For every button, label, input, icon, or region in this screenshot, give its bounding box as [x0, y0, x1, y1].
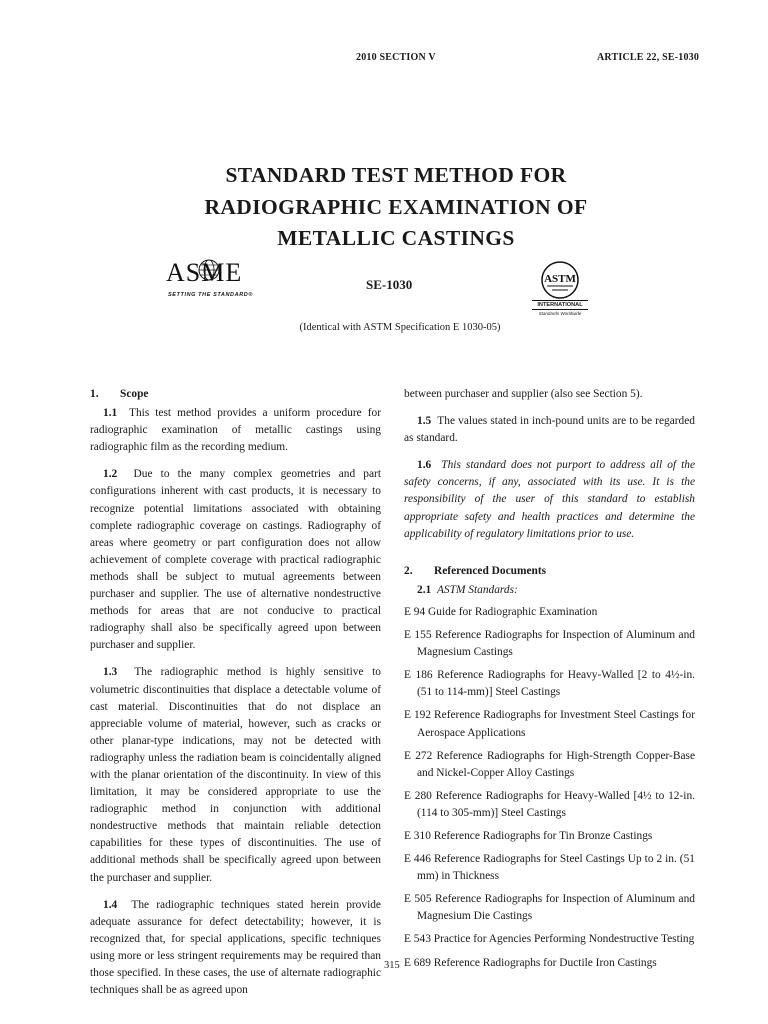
subsection-title: ASTM Standards:	[436, 583, 518, 596]
section-title: Scope	[120, 388, 149, 400]
document-title-line-3: METALLIC CASTINGS	[277, 226, 515, 250]
paragraph-1-3	[90, 664, 381, 886]
reference-item: E 280 Reference Radiographs for Heavy-Walled [4½ to 12-in. (114 to 305-mm)] Steel Castings	[404, 789, 695, 819]
paragraph-text: The values stated in inch-pound units are to be regarded as standard.	[404, 415, 695, 445]
document-id: SE-1030	[366, 277, 413, 292]
paragraph-number: 1.5	[417, 415, 432, 428]
reference-item: E 689 Reference Radiographs for Ductile Iron Castings	[404, 956, 657, 969]
paragraph-number: 1.1	[103, 407, 118, 420]
reference-item: E 505 Reference Radiographs for Inspection of Aluminum and Magnesium Die Castings	[404, 893, 695, 923]
asme-logo	[166, 258, 286, 304]
astm-logo	[532, 260, 588, 322]
reference-item: E 272 Reference Radiographs for High-Strength Copper-Base and Nickel-Copper Alloy Castings	[404, 749, 695, 779]
reference-item: E 310 Reference Radiographs for Tin Bronze Castings	[404, 829, 653, 842]
reference-item: E 155 Reference Radiographs for Inspection of Aluminum and Magnesium Castings	[404, 629, 695, 659]
reference-item: E 543 Practice for Agencies Performing Nondestructive Testing	[404, 933, 695, 946]
paragraph-text: Due to the many complex geometries and part configurations inherent with cast products, it is necessary to recognize potential limitations associated with obtaining complete radiographic coverage on castings. Radiography of areas where geometry or part configuration does not allow achievement of complete coverage with practical radiographic methods shall be subject to mutual agreements between purchaser and supplier. The use of alternative nondestructive methods for areas that are not conducive to practical radiography shall also be specifically agreed upon between purchaser and supplier.	[90, 468, 381, 652]
reference-item: E 446 Reference Radiographs for Steel Castings Up to 2 in. (51 mm) in Thickness	[404, 853, 695, 883]
section-number: 1.	[90, 388, 99, 400]
section-title: Referenced Documents	[434, 564, 547, 577]
paragraph-text: This standard does not purport to address all of the safety concerns, if any, associated with its use. It is the responsibility of the user of this standard to establish appropriate safety and health practices and determine the applicability of regulatory limitations prior to use.	[404, 459, 696, 540]
paragraph-1-4	[90, 897, 381, 1000]
reference-item: E 192 Reference Radiographs for Investment Steel Castings for Aerospace Applications	[404, 709, 695, 739]
paragraph-number: 1.4	[103, 898, 118, 911]
identical-with-note: (Identical with ASTM Specification E 1030-05)	[299, 322, 501, 333]
running-header-right: ARTICLE 22, SE-1030	[597, 52, 700, 63]
paragraph-number: 1.3	[103, 666, 118, 679]
paragraph-text: The radiographic techniques stated herein provide adequate assurance for defect detectability; however, it is recognized that, for special applications, specific techniques using more or less stringent requirements may be required than those specified. In these cases, the use of alternate radiographic techniques shall be as agreed upon	[90, 898, 381, 997]
paragraph-1-5	[404, 413, 695, 447]
paragraph-1-1	[90, 405, 381, 456]
section-number: 2.	[404, 564, 413, 577]
astm-emblem-icon	[532, 260, 588, 300]
reference-item: E 186 Reference Radiographs for Heavy-Walled [2 to 4½-in. (51 to 114-mm)] Steel Castings	[404, 669, 695, 699]
paragraph-number: 1.2	[103, 468, 118, 481]
paragraph-1-6	[404, 457, 695, 542]
document-title-line-2: RADIOGRAPHIC EXAMINATION OF	[204, 195, 588, 219]
paragraph-1-4-continued: between purchaser and supplier (also see Section 5).	[404, 388, 643, 400]
running-header-left: 2010 SECTION V	[356, 52, 436, 63]
paragraph-1-2	[90, 466, 381, 654]
paragraph-number: 2.1	[417, 583, 432, 596]
paragraph-text: This test method provides a uniform procedure for radiographic examination of metallic castings using radiographic film as the recording medium.	[90, 407, 381, 454]
paragraph-text: The radiographic method is highly sensitive to volumetric discontinuities that displace a detectable volume of cast material. Discontinuities that do not displace an appreciable volume of material, however, such as cracks or other planar-type indications, may not be detected with radiography unless the radiation beam is coincidentally aligned with the planar orientation of the discontinuity. In view of this limitation, it may be considered appropriate to use the radiographic method in conjunction with additional nondestructive methods that maintain reliable detection capabilities for these types of discontinuities. The use of additional methods shall be specifically agreed upon between the purchaser and supplier.	[90, 666, 382, 884]
page-number: 315	[384, 960, 400, 971]
astm-tagline: Standards Worldwide	[538, 311, 582, 316]
astm-wordmark: ASTM	[544, 273, 576, 285]
paragraph-number: 1.6	[417, 459, 432, 472]
astm-international-label: INTERNATIONAL	[532, 300, 588, 310]
right-column	[404, 386, 695, 978]
document-title-line-1: STANDARD TEST METHOD FOR	[225, 163, 567, 187]
subsection-2-1	[417, 582, 695, 599]
asme-wordmark: ASME	[166, 258, 243, 287]
section-heading-scope	[90, 386, 381, 403]
section-heading-referenced-documents	[404, 563, 695, 580]
left-column	[90, 386, 381, 1009]
reference-item: E 94 Guide for Radiographic Examination	[404, 605, 598, 618]
asme-tagline: SETTING THE STANDARD®	[168, 292, 253, 298]
reference-list	[404, 604, 695, 972]
